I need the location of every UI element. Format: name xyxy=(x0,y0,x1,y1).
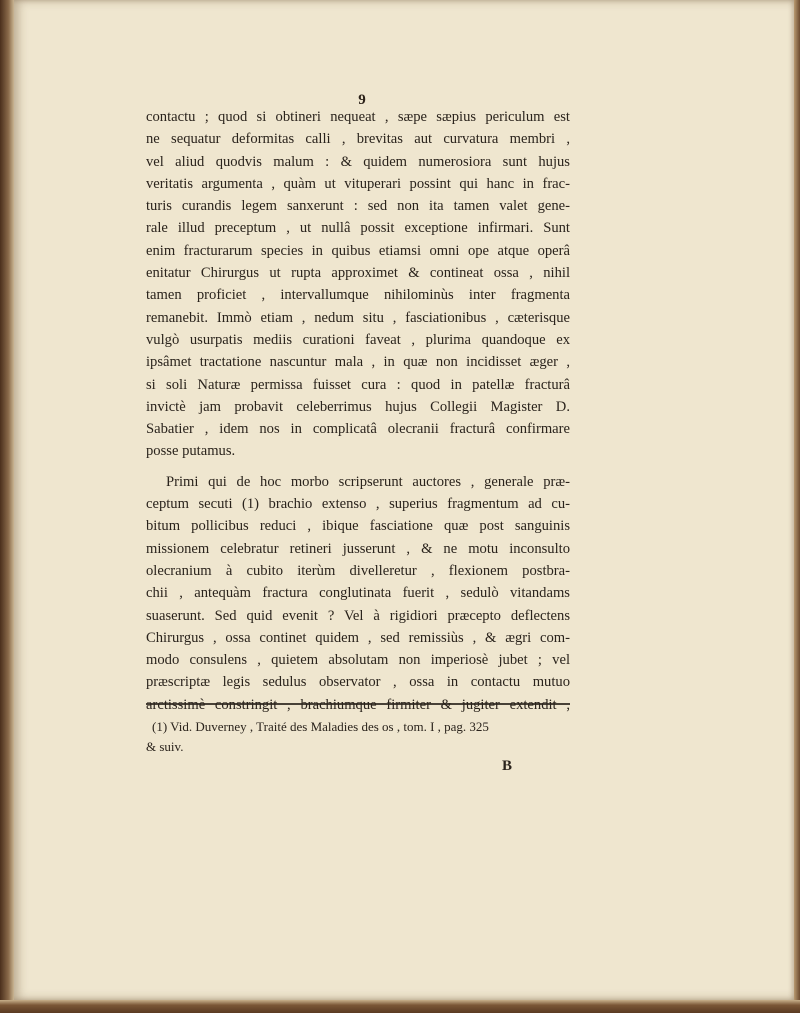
text-line: enim fracturarum species in quibus etiamsi omni ope atque operâ xyxy=(146,242,570,259)
text-line: chii , antequàm fractura conglutinata fuerit , sedulò vitandams xyxy=(146,585,570,602)
text-line: turis curandis legem sanxerunt : sed non ita tamen valet gene- xyxy=(146,198,570,215)
footnote-line: (1) Vid. Duverney , Traité des Maladies des os , tom. I , pag. 325 xyxy=(152,719,489,734)
text-line: veritatis argumenta , quàm ut vituperari possint qui hanc in frac- xyxy=(146,175,570,192)
paragraph-1 xyxy=(146,106,570,463)
text-line: vulgò usurpatis mediis curationi faveat , plurima quandoque ex xyxy=(146,331,570,348)
text-line: ne sequatur deformitas calli , brevitas aut curvatura membri , xyxy=(146,131,570,148)
footnote-rule xyxy=(146,703,570,705)
page-edge-right xyxy=(794,0,800,1013)
text-line: enitatur Chirurgus ut rupta approximet & contineat ossa , nihil xyxy=(146,265,570,282)
text-line: tamen proficiet , intervallumque nihilominùs inter fragmenta xyxy=(146,287,570,304)
text-line: si soli Naturæ permissa fuisset cura : quod in patellæ fracturâ xyxy=(146,376,570,393)
text-line: rale illud preceptum , ut nullâ possit exceptione infirmari. Sunt xyxy=(146,220,570,237)
page-number: 9 xyxy=(358,92,366,108)
signature-mark: B xyxy=(501,758,512,774)
text-line: missionem celebratur retineri jusserunt , & ne motu inconsulto xyxy=(146,540,570,557)
text-line: Sabatier , idem nos in complicatâ olecranii fracturâ confirmare xyxy=(146,421,570,438)
text-line: Chirurgus , ossa continet quidem , sed remissiùs , & ægri com- xyxy=(146,629,570,646)
text-line: olecranium à cubito iterùm divelleretur , flexionem postbra- xyxy=(146,562,570,579)
text-line: posse putamus. xyxy=(146,443,236,460)
text-line: Primi qui de hoc morbo scripserunt auctores , generale præ- xyxy=(166,473,570,490)
text-line: contactu ; quod si obtineri nequeat , sæpe sæpius periculum est xyxy=(146,109,570,125)
text-line: præscriptæ legis sedulus observator , ossa in contactu mutuo xyxy=(146,674,570,691)
text-line: ceptum secuti (1) brachio extenso , superius fragmentum ad cu- xyxy=(146,496,570,513)
text-line: modo consulens , quietem absolutam non imperiosè jubet ; vel xyxy=(146,652,570,669)
body-text xyxy=(146,106,570,716)
book-binding xyxy=(0,0,14,1013)
text-line: remanebit. Immò etiam , nedum situ , fasciationibus , cæterisque xyxy=(146,309,570,326)
footnote-line: & suiv. xyxy=(146,739,184,754)
paragraph-gap xyxy=(146,463,570,471)
text-line: bitum pollicibus reduci , ibique fasciatione quæ post sanguinis xyxy=(146,518,570,535)
paragraph-2 xyxy=(146,471,570,716)
text-line: invictè jam probavit celeberrimus hujus Collegii Magister D. xyxy=(146,398,570,415)
text-line: ipsâmet tractatione nascuntur mala , in quæ non incidisset æger , xyxy=(146,354,570,371)
footnote xyxy=(146,717,570,757)
text-line: vel aliud quodvis malum : & quidem numerosiora sunt hujus xyxy=(146,153,570,170)
page-edge-bottom xyxy=(0,1000,800,1013)
text-line: suaserunt. Sed quid evenit ? Vel à rigidiori præcepto deflectens xyxy=(146,607,570,624)
